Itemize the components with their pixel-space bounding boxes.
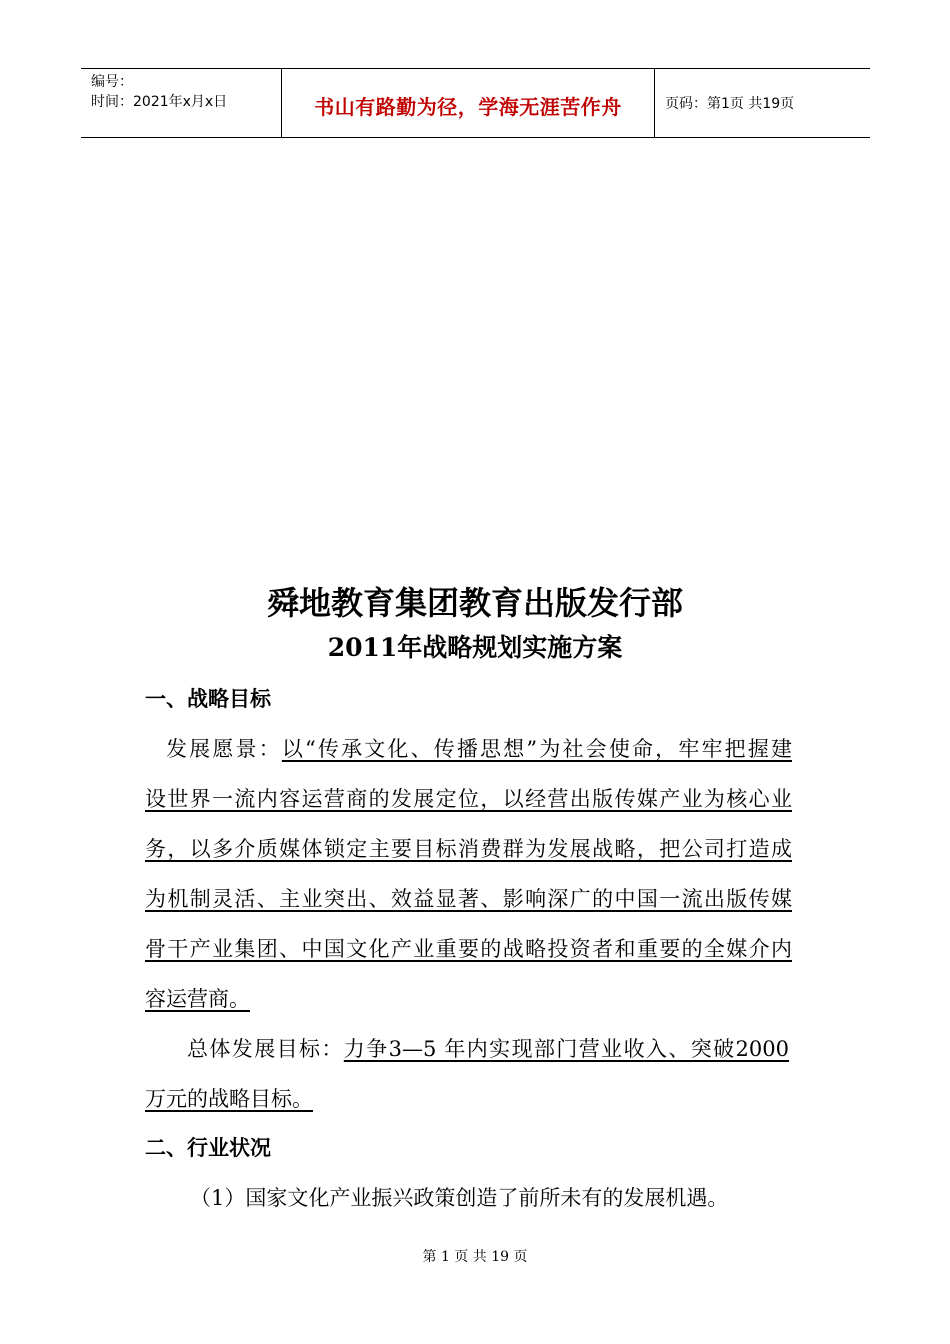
goal-line-1 [187, 1033, 789, 1063]
goal-text-1: 力争3—5 年内实现部门营业收入、突破2000 [343, 1037, 790, 1061]
header-page-cell [655, 69, 870, 137]
vision-line-1 [166, 733, 792, 763]
vision-line-2: 设世界一流内容运营商的发展定位，以经营出版传媒产业为核心业 [145, 787, 792, 811]
vision-line-4: 为机制灵活、主业突出、效益显著、影响深广的中国一流出版传媒 [145, 887, 792, 911]
goal-label: 总体发展目标： [187, 1037, 344, 1061]
document-subtitle: 2011年战略规划实施方案 [327, 633, 623, 662]
header-motto: 书山有路勤为径，学海无涯苦作舟 [314, 95, 622, 119]
vision-line-6: 容运营商。 [145, 987, 250, 1011]
document-number-label: 编号： [91, 74, 133, 90]
vision-line-3: 务，以多介质媒体锁定主要目标消费群为发展战略，把公司打造成 [145, 837, 792, 861]
goal-line-2: 万元的战略目标。 [145, 1087, 313, 1111]
vision-label: 发展愿景： [166, 737, 282, 761]
vision-text-1: 以“传承文化、传播思想”为社会使命，牢牢把握建 [281, 737, 792, 761]
vision-line-5: 骨干产业集团、中国文化产业重要的战略投资者和重要的全媒介内 [145, 937, 792, 961]
header-page-info: 页码：第1页 共19页 [665, 96, 795, 112]
document-title: 舜地教育集团教育出版发行部 [266, 584, 683, 622]
page-footer: 第 1 页 共 19 页 [422, 1249, 528, 1265]
document-time-label: 时间：2021年x月x日 [91, 94, 228, 110]
header-table [81, 68, 870, 138]
section-heading-strategy-goal: 一、战略目标 [145, 686, 271, 711]
industry-item-1: （1）国家文化产业振兴政策创造了前所未有的发展机遇。 [190, 1186, 729, 1210]
header-motto-cell [282, 69, 655, 137]
section-heading-industry-status: 二、行业状况 [145, 1135, 271, 1160]
header-meta-cell [81, 69, 282, 137]
